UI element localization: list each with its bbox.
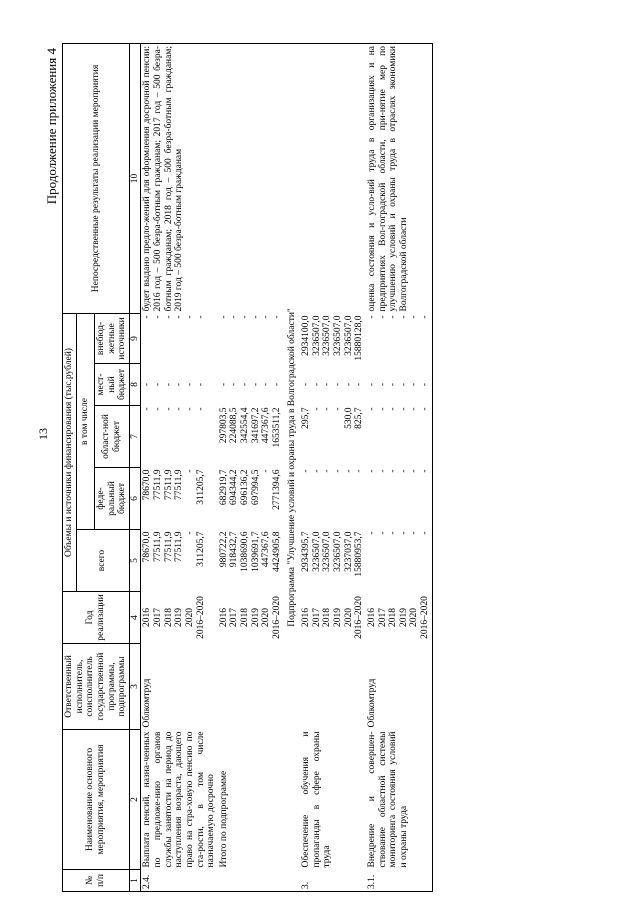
row-fed-value: 697994,5 <box>250 469 261 506</box>
row-years-value: 2018 <box>322 608 333 627</box>
row-reg <box>218 406 284 468</box>
row-loc <box>141 364 218 406</box>
row-years-value: 2019 <box>333 608 343 627</box>
row-total-value: 4424905,8 <box>271 531 282 572</box>
row-years-value: 2020 <box>409 608 420 627</box>
table-body <box>141 43 432 891</box>
colnum: 5 <box>129 530 141 592</box>
row-reg-value: - <box>184 407 195 411</box>
row-no: 2.4. <box>141 870 218 892</box>
row-ext <box>300 313 366 363</box>
row-fed-value: 77511,9 <box>174 469 185 501</box>
row-total-value: 15880953,7 <box>354 531 365 577</box>
row-reg-value: 447367,6 <box>261 407 272 444</box>
row-ext-value: - <box>142 315 153 319</box>
row-total-value: 1038690,6 <box>240 531 250 572</box>
row-years-value: 2017 <box>153 608 163 627</box>
row-years-value: 2016–2020 <box>354 596 365 639</box>
row-result <box>300 43 366 313</box>
row-ext-value: 3236507,0 <box>333 315 343 356</box>
row-reg-value: - <box>377 407 388 411</box>
row-loc-value: - <box>142 382 153 387</box>
row-reg-value: - <box>174 407 185 411</box>
row-no: 3. <box>300 870 366 892</box>
row-total-value: 78670,0 <box>142 531 153 563</box>
row-loc-value: - <box>301 382 312 387</box>
row-total-value: 311205,7 <box>195 531 206 567</box>
row-fed-value: - <box>420 469 430 473</box>
row-total-value: 3236507,0 <box>333 531 343 572</box>
row-total-value: - <box>377 531 388 535</box>
row-ext-value: - <box>420 315 430 319</box>
row-loc-value: - <box>229 382 240 387</box>
row-loc <box>300 364 366 406</box>
row-years <box>300 592 366 644</box>
row-loc-value: - <box>240 382 250 387</box>
row-reg <box>366 406 432 468</box>
row-loc-value: - <box>153 382 163 387</box>
table-row <box>218 43 284 891</box>
row-ext-value: - <box>250 315 261 319</box>
row-years-value: 2016 <box>142 608 153 627</box>
row-years-value: 2017 <box>229 608 240 627</box>
row-total-value: 980722,2 <box>218 531 229 568</box>
row-years-value: 2020 <box>261 608 272 627</box>
row-reg-value: 341697,2 <box>250 407 261 444</box>
header-name: Наименование основного мероприятия, мероприятия <box>63 730 130 870</box>
row-fed-value: - <box>354 469 365 473</box>
row-exec <box>218 644 284 730</box>
row-years <box>218 592 284 644</box>
row-fed-value: 77511,9 <box>163 469 174 501</box>
row-ext-value: 15880128,0 <box>354 315 365 361</box>
row-reg-value: 224088,5 <box>229 407 240 444</box>
row-years <box>366 592 432 644</box>
row-ext-value: - <box>271 315 282 319</box>
row-years-value: 2017 <box>311 608 322 627</box>
row-exec <box>300 644 366 730</box>
row-total-value: 77511,9 <box>163 531 174 563</box>
header-result: Непосредственные результаты реализации мероприятия <box>63 43 130 313</box>
row-reg-value: - <box>388 407 399 411</box>
row-reg-value: - <box>195 407 206 411</box>
row-ext-value: - <box>261 315 272 319</box>
row-loc-value: - <box>311 382 322 387</box>
colnum: 7 <box>129 406 141 468</box>
row-result <box>218 43 284 313</box>
header-year: Год реализации <box>63 592 130 644</box>
row-ext <box>218 313 284 363</box>
row-years-value: 2016 <box>218 608 229 627</box>
row-loc <box>218 364 284 406</box>
row-fed-value: - <box>398 469 409 473</box>
row-total-value: - <box>184 531 195 535</box>
row-no: 3.1. <box>366 870 432 892</box>
colnum: 6 <box>129 468 141 530</box>
row-reg-value: - <box>163 407 174 411</box>
row-total-value: 447367,6 <box>261 531 272 568</box>
row-total-value: 3236507,0 <box>311 531 322 572</box>
row-years-value: 2020 <box>343 608 354 627</box>
row-total-value: 2934395,7 <box>301 531 312 572</box>
row-loc-value: - <box>174 382 185 387</box>
header-fed: феде-ральный бюджет <box>94 468 129 530</box>
row-ext-value: - <box>398 315 409 319</box>
colnum: 1 <box>129 870 141 892</box>
row-result: оценка состояния и усло-вий труда в организациях и на предприятиях Вол-гоградской области, при-нятие мер по улучшению условий и охраны труда в отраслях экономики Волгоградской области <box>366 43 432 313</box>
row-reg-value: - <box>398 407 409 411</box>
row-total-value: 1039691,7 <box>250 531 261 572</box>
row-loc-value: - <box>420 382 430 387</box>
row-fed-value: - <box>261 469 272 473</box>
row-no <box>218 870 284 892</box>
row-ext-value: 2934100,0 <box>301 315 312 356</box>
row-total <box>218 530 284 592</box>
row-fed-value: 78670,0 <box>142 469 153 501</box>
row-loc-value: - <box>163 382 174 387</box>
row-ext-value: - <box>163 315 174 319</box>
row-years <box>141 592 218 644</box>
colnum: 2 <box>129 730 141 870</box>
row-name: Обеспечение обучения и пропаганды в сфере охраны труда <box>301 731 333 868</box>
row-years-value: 2018 <box>388 608 399 627</box>
row-name: Выплата пенсий, назна-ченных по предложе-нию органов службы занятости на период до наступления возраста, дающего право на стра-ховую пенсию по ста-рости, в том числе назначаемую досрочно <box>142 731 217 868</box>
row-ext-value: - <box>388 315 399 319</box>
row-total-value: - <box>366 531 377 535</box>
row-result: будет выдано предло-жений для оформления досрочной пенсии: 2016 год – 500 безра-ботным гражданам; 2017 год – 500 безра-ботным гражданам; 2018 год – 500 безра-ботным гражданам; 2019 год – 500 безра-ботным гражданам <box>141 43 218 313</box>
row-loc-value: - <box>261 382 272 387</box>
row-ext-value: - <box>409 315 420 319</box>
row-total-value: - <box>388 531 399 535</box>
row-years-value: 2016–2020 <box>420 596 430 639</box>
row-years-value: 2016 <box>301 608 312 627</box>
row-fed-value: - <box>311 469 322 473</box>
row-loc-value: - <box>218 382 229 387</box>
row-years-value: 2020 <box>184 608 195 627</box>
row-ext-value: - <box>218 315 229 319</box>
program-table <box>62 43 433 892</box>
row-total-value: - <box>398 531 409 535</box>
row-years-value: 2019 <box>174 608 185 627</box>
colnum: 4 <box>129 592 141 644</box>
row-fed <box>300 468 366 530</box>
row-reg-value: 297803,5 <box>218 407 229 444</box>
row-reg <box>300 406 366 468</box>
row-fed-value: 311205,7 <box>195 469 206 505</box>
row-loc-value: - <box>343 382 354 387</box>
row-ext-value: - <box>184 315 195 319</box>
row-ext-value: 3236507,0 <box>343 315 354 356</box>
row-years-value: 2016 <box>366 608 377 627</box>
table-row <box>366 43 432 891</box>
row-name: Итого по подпрограмме <box>218 770 229 868</box>
colnum: 8 <box>129 364 141 406</box>
row-years-value: 2016–2020 <box>271 596 282 639</box>
row-fed-value: - <box>366 469 377 473</box>
row-loc-value: - <box>354 382 365 387</box>
row-exec: Облкомтруд <box>142 678 153 728</box>
row-fed-value: 696136,2 <box>240 469 250 506</box>
row-fed-value: 682919,7 <box>218 469 229 506</box>
row-reg-value: 1653511,2 <box>271 407 282 448</box>
row-ext-value: - <box>240 315 250 319</box>
row-ext-value: - <box>229 315 240 319</box>
row-fed-value: - <box>343 469 354 473</box>
row-total-value: 3237037,0 <box>343 531 354 572</box>
row-fed-value: - <box>184 469 195 473</box>
row-loc-value: - <box>398 382 409 387</box>
row-fed-value: - <box>301 469 312 473</box>
row-fed <box>141 468 218 530</box>
row-fed-value: 77511,9 <box>153 469 163 501</box>
row-reg <box>141 406 218 468</box>
row-fed <box>218 468 284 530</box>
row-reg-value: - <box>322 407 333 411</box>
row-loc-value: - <box>377 382 388 387</box>
row-reg-value: 342554,4 <box>240 407 250 444</box>
row-reg-value: 530,0 <box>343 407 354 429</box>
row-reg-value: - <box>153 407 163 411</box>
header-no: № п/п <box>63 870 130 892</box>
header-total: всего <box>76 530 129 592</box>
row-total <box>366 530 432 592</box>
row-loc-value: - <box>250 382 261 387</box>
row-loc-value: - <box>195 382 206 387</box>
row-reg-value: - <box>142 407 153 411</box>
table-row <box>141 43 218 891</box>
row-fed-value: - <box>377 469 388 473</box>
row-ext-value: - <box>366 315 377 319</box>
row-ext <box>141 313 218 363</box>
row-reg-value: 295,7 <box>301 407 312 429</box>
row-years-value: 2019 <box>250 608 261 627</box>
colnum: 9 <box>129 313 141 363</box>
row-loc-value: - <box>366 382 377 387</box>
row-total-value: 77511,9 <box>153 531 163 563</box>
row-fed-value: 2771394,6 <box>271 469 282 510</box>
row-reg-value: - <box>409 407 420 411</box>
continuation-label: Продолжение приложения 4 <box>44 48 59 205</box>
row-loc-value: - <box>322 382 333 387</box>
row-loc-value: - <box>333 382 343 387</box>
colnum: 10 <box>129 43 141 313</box>
header-reg: област-ной бюджет <box>94 406 129 468</box>
row-fed-value: - <box>409 469 420 473</box>
row-ext-value: - <box>174 315 185 319</box>
row-years-value: 2017 <box>377 608 388 627</box>
row-loc-value: - <box>271 382 282 387</box>
row-ext <box>366 313 432 363</box>
row-ext-value: - <box>153 315 163 319</box>
row-total-value: 3236507,0 <box>322 531 333 572</box>
row-total <box>141 530 218 592</box>
row-fed <box>366 468 432 530</box>
row-name: Внедрение и совершен-ствование областной системы мониторинга состояния условий и охраны труда <box>366 730 432 870</box>
row-years-value: 2018 <box>163 608 174 627</box>
row-reg-value: 825,7 <box>354 407 365 429</box>
row-ext-value: - <box>377 315 388 319</box>
header-loc: мест-ный бюджет <box>94 364 129 406</box>
header-exec: Ответственный исполнитель, соисполнитель государственной программы, подпрограммы <box>63 644 130 730</box>
row-years-value: 2018 <box>240 608 250 627</box>
row-loc-value: - <box>409 382 420 387</box>
row-fed-value: 694344,2 <box>229 469 240 506</box>
row-reg-value: - <box>333 407 343 411</box>
header-financing: Объемы и источники финансирования (тыс.рублей) <box>63 313 77 591</box>
row-ext-value: - <box>195 315 206 319</box>
row-years-value: 2019 <box>398 608 409 627</box>
row-loc-value: - <box>388 382 399 387</box>
row-loc <box>366 364 432 406</box>
header-ext: внебюд-жетные источники <box>94 313 129 363</box>
row-reg-value: - <box>420 407 430 411</box>
column-numbers-row <box>129 43 141 891</box>
row-total-value: - <box>420 531 430 535</box>
table-row <box>300 43 366 891</box>
row-loc-value: - <box>184 382 195 387</box>
row-total-value: - <box>409 531 420 535</box>
row-reg-value: - <box>311 407 322 411</box>
subprogram-title: Подпрограмма "Улучшение условий и охраны труда в Волгоградской области" <box>284 43 301 891</box>
row-total-value: 77511,9 <box>174 531 185 563</box>
row-total-value: 918432,7 <box>229 531 240 568</box>
row-reg-value: - <box>366 407 377 411</box>
page-number: 13 <box>36 428 50 440</box>
colnum: 3 <box>129 644 141 730</box>
row-fed-value: - <box>333 469 343 473</box>
row-exec: Облкомтруд <box>366 644 432 730</box>
header-incl: в том числе <box>76 313 94 529</box>
row-years-value: 2016–2020 <box>195 596 206 639</box>
rotated-sheet <box>40 38 600 898</box>
row-ext-value: 3236507,0 <box>311 315 322 356</box>
row-fed-value: - <box>388 469 399 473</box>
row-fed-value: - <box>322 469 333 473</box>
row-ext-value: 3236507,0 <box>322 315 333 356</box>
row-total <box>300 530 366 592</box>
